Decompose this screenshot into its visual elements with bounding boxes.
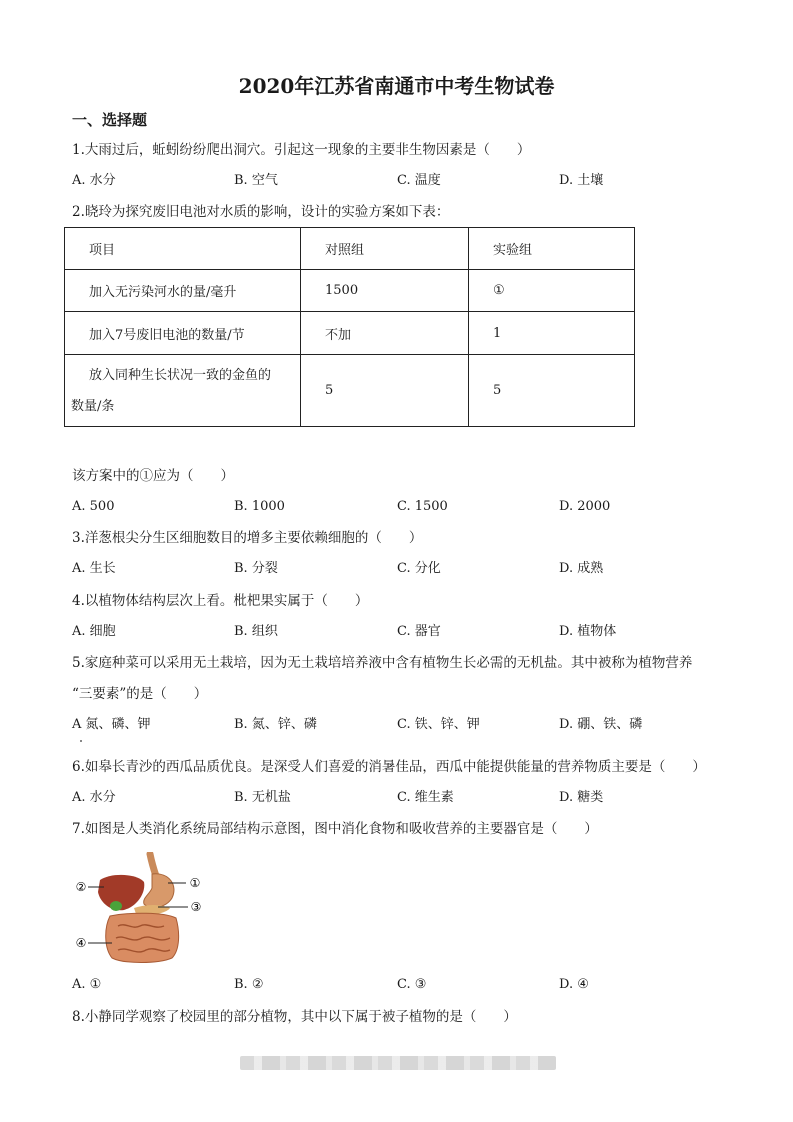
q1-option-b: B. 空气 (234, 173, 278, 188)
q1-option-c: C. 温度 (397, 173, 441, 188)
table-header-cell: 项目 (65, 228, 301, 270)
table-cell: 1500 (301, 270, 469, 312)
q5-option-a: A 氮、磷、钾 (72, 717, 151, 732)
table-row (65, 312, 635, 355)
q7-option-b: B. ② (234, 977, 264, 992)
table-header-cell: 对照组 (301, 228, 469, 270)
question-5-stem: 5.家庭种菜可以采用无土栽培，因为无土栽培培养液中含有植物生长必需的无机盐。其中被称为植物营养 (72, 655, 693, 671)
table-cell-line: 放入同种生长状况一致的金鱼的 (89, 367, 272, 383)
q2-option-d: D. 2000 (559, 499, 611, 514)
question-3-stem: 3.洋葱根尖分生区细胞数目的增多主要依赖细胞的（ ） (72, 530, 423, 546)
table-cell: 5 (469, 355, 635, 427)
question-2-stem: 2.晓玲为探究废旧电池对水质的影响，设计的实验方案如下表： (72, 204, 450, 220)
q3-option-b: B. 分裂 (234, 561, 278, 576)
q2-option-a: A. 500 (72, 499, 115, 514)
table-cell: 5 (301, 355, 469, 427)
stomach-shape (144, 874, 174, 908)
table-header-cell: 实验组 (469, 228, 635, 270)
q3-option-a: A. 生长 (72, 561, 116, 576)
question-8-stem: 8.小静同学观察了校园里的部分植物，其中以下属于被子植物的是（ ） (72, 1009, 517, 1025)
gallbladder-shape (110, 901, 122, 911)
question-1-stem: 1.大雨过后，蚯蚓纷纷爬出洞穴。引起这一现象的主要非生物因素是（ ） (72, 142, 531, 158)
experiment-table (64, 227, 635, 427)
question-7-stem: 7.如图是人类消化系统局部结构示意图，图中消化食物和吸收营养的主要器官是（ ） (72, 821, 598, 837)
table-cell: ① (469, 270, 635, 312)
q6-option-c: C. 维生素 (397, 790, 454, 805)
q2-option-b: B. 1000 (234, 499, 285, 514)
q5-option-d: D. 硼、铁、磷 (559, 717, 643, 732)
q1-option-d: D. 土壤 (559, 173, 604, 188)
q4-option-c: C. 器官 (397, 624, 441, 639)
question-4-stem: 4.以植物体结构层次上看。枇杷果实属于（ ） (72, 593, 369, 609)
q7-option-d: D. ④ (559, 977, 589, 992)
q2-option-c: C. 1500 (397, 499, 448, 514)
q5-option-b: B. 氮、锌、磷 (234, 717, 317, 732)
q5-option-c: C. 铁、锌、钾 (397, 717, 480, 732)
q7-option-a: A. ① (72, 977, 102, 992)
table-cell: 加入无污染河水的量/毫升 (65, 270, 301, 312)
q4-option-d: D. 植物体 (559, 624, 617, 639)
q6-option-b: B. 无机盐 (234, 790, 291, 805)
blurred-footer-watermark (240, 1056, 556, 1070)
table-cell: 加入7号废旧电池的数量/节 (65, 312, 301, 355)
question-5-stem-line2: “三要素”的是（ ） (72, 686, 208, 702)
stray-mark (80, 740, 82, 742)
q4-option-a: A. 细胞 (72, 624, 116, 639)
table-cell: 1 (469, 312, 635, 355)
question-6-stem: 6.如皋长青沙的西瓜品质优良。是深受人们喜爱的消暑佳品，西瓜中能提供能量的营养物质主要是（ ） (72, 759, 706, 775)
esophagus-shape (150, 854, 156, 876)
q4-option-b: B. 组织 (234, 624, 278, 639)
table-row (65, 355, 635, 427)
table-cell (65, 355, 301, 427)
q6-option-d: D. 糖类 (559, 790, 604, 805)
table-row (65, 270, 635, 312)
question-2-follow: 该方案中的①应为（ ） (72, 468, 234, 484)
callout-label: ② (75, 880, 87, 894)
q7-option-c: C. ③ (397, 977, 427, 992)
table-cell-line: 数量/条 (71, 398, 115, 414)
callout-label: ① (189, 876, 201, 890)
section-heading: 一、选择题 (72, 111, 148, 129)
table-header-row (65, 228, 635, 270)
page-title: 2020年江苏省南通市中考生物试卷 (238, 74, 555, 98)
table-cell: 不加 (301, 312, 469, 355)
digestive-system-figure (72, 852, 208, 967)
callout-label: ③ (190, 900, 202, 914)
callout-label: ④ (75, 936, 87, 950)
q6-option-a: A. 水分 (72, 790, 116, 805)
q3-option-c: C. 分化 (397, 561, 441, 576)
q1-option-a: A. 水分 (72, 173, 116, 188)
q3-option-d: D. 成熟 (559, 561, 604, 576)
